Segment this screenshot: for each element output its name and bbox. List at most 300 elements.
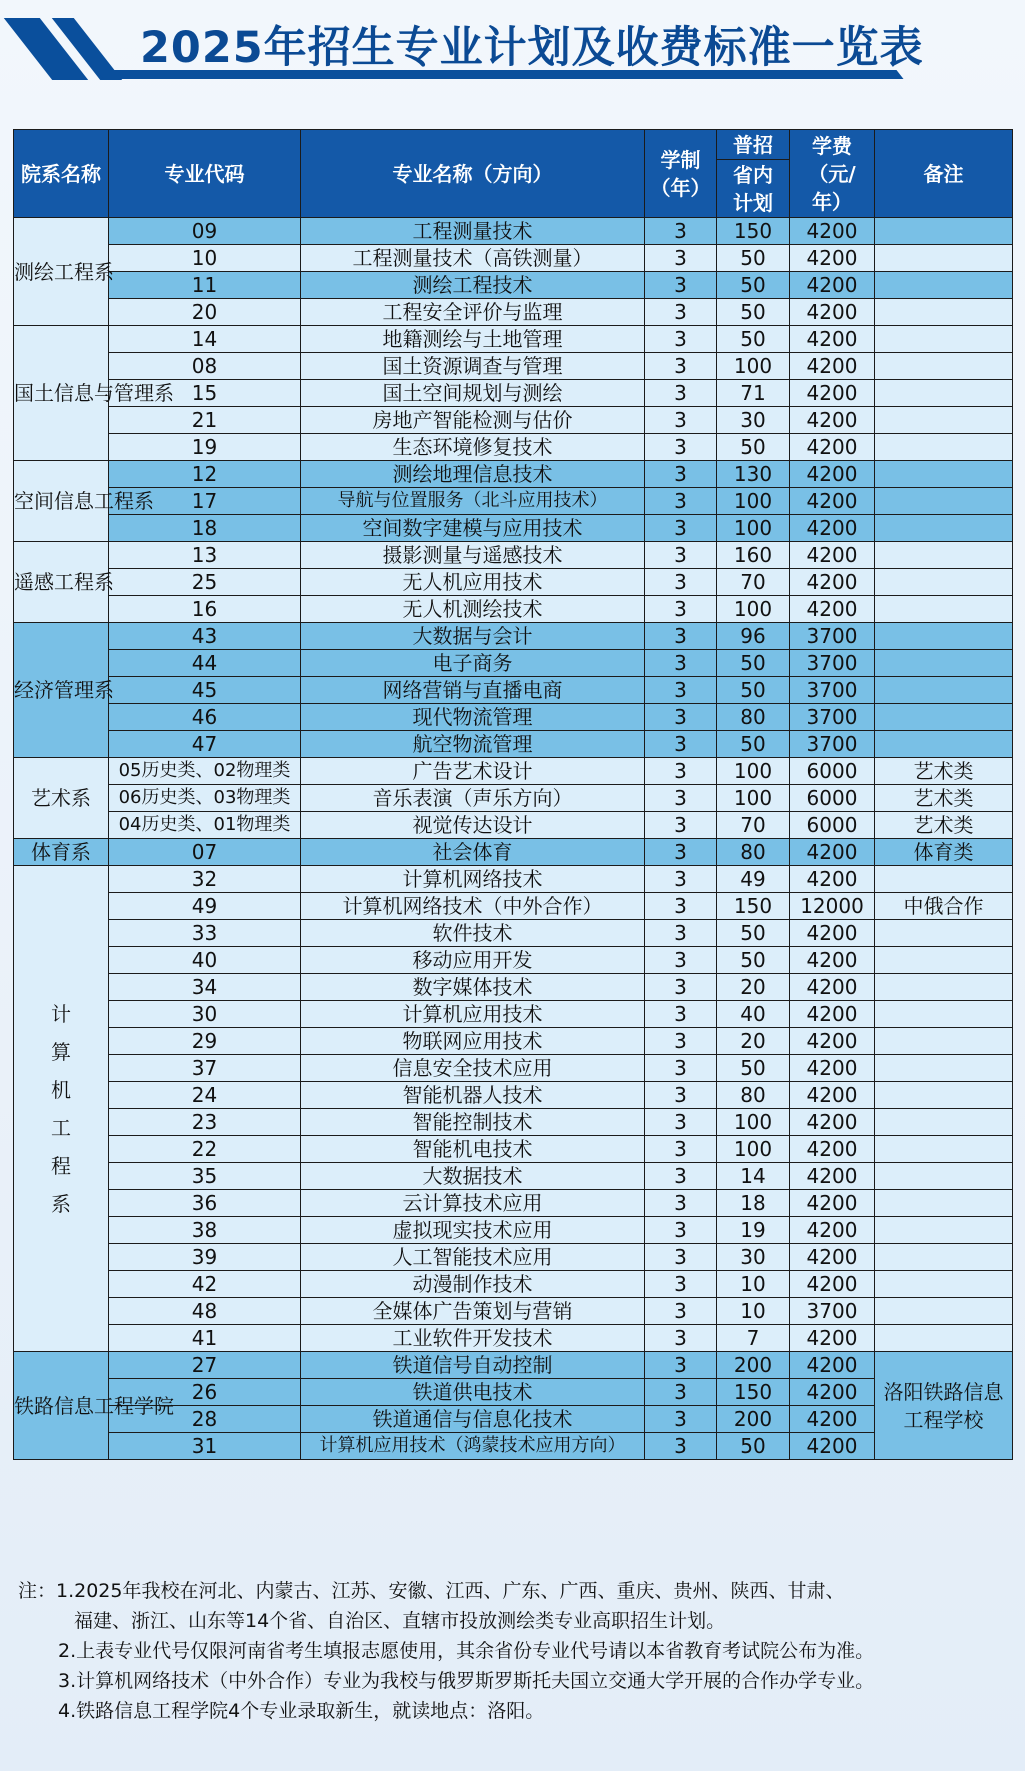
cell-code: 46: [109, 704, 301, 731]
cell-note: [875, 434, 1013, 461]
cell-years: 3: [645, 1136, 717, 1163]
cell-plan: 50: [717, 731, 790, 758]
cell-name: 铁道信号自动控制: [301, 1352, 645, 1379]
table-row: [14, 1298, 1013, 1325]
cell-note: [875, 272, 1013, 299]
table-row: [14, 1325, 1013, 1352]
table-row: [14, 434, 1013, 461]
cell-years: 3: [645, 596, 717, 623]
cell-years: 3: [645, 812, 717, 839]
cell-note: [875, 677, 1013, 704]
cell-fee: 4200: [790, 353, 875, 380]
cell-code: 12: [109, 461, 301, 488]
cell-code: 06历史类、03物理类: [109, 785, 301, 812]
cell-fee: 4200: [790, 245, 875, 272]
dept-name: 体育系: [31, 840, 91, 864]
cell-years: 3: [645, 1217, 717, 1244]
cell-name: 地籍测绘与土地管理: [301, 326, 645, 353]
cell-fee: 4200: [790, 839, 875, 866]
dept-name-cell: [14, 623, 114, 758]
cell-plan: 50: [717, 1433, 790, 1460]
cell-code: 07: [109, 839, 301, 866]
cell-code: 30: [109, 1001, 301, 1028]
cell-code: 44: [109, 650, 301, 677]
cell-code: 04历史类、01物理类: [109, 812, 301, 839]
cell-code: 26: [109, 1379, 301, 1406]
cell-plan: 96: [717, 623, 790, 650]
cell-years: 3: [645, 569, 717, 596]
table-row: [14, 1244, 1013, 1271]
cell-note: [875, 1001, 1013, 1028]
cell-code: 20: [109, 299, 301, 326]
cell-plan: 70: [717, 812, 790, 839]
cell-code: 23: [109, 1109, 301, 1136]
cell-fee: 4200: [790, 596, 875, 623]
cell-name: 国土空间规划与测绘: [301, 380, 645, 407]
cell-name: 铁道通信与信息化技术: [301, 1406, 645, 1433]
table-row: [14, 812, 1013, 839]
cell-fee: 4200: [790, 326, 875, 353]
cell-code: 09: [109, 218, 301, 245]
cell-fee: 4200: [790, 488, 875, 515]
cell-plan: 100: [717, 488, 790, 515]
cell-plan: 7: [717, 1325, 790, 1352]
cell-note: [875, 596, 1013, 623]
cell-note: [875, 1055, 1013, 1082]
table-row: [14, 1109, 1013, 1136]
cell-fee: 3700: [790, 650, 875, 677]
cell-note: [875, 974, 1013, 1001]
cell-years: 3: [645, 1406, 717, 1433]
cell-plan: 14: [717, 1163, 790, 1190]
dept-name: 艺术系: [31, 786, 91, 810]
cell-code: 38: [109, 1217, 301, 1244]
table-row: [14, 488, 1013, 515]
cell-years: 3: [645, 1379, 717, 1406]
cell-name: 电子商务: [301, 650, 645, 677]
cell-code: 19: [109, 434, 301, 461]
table-row: [14, 1217, 1013, 1244]
cell-years: 3: [645, 758, 717, 785]
cell-years: 3: [645, 1109, 717, 1136]
cell-note: 艺术类: [875, 758, 1013, 785]
cell-code: 49: [109, 893, 301, 920]
table-row: [14, 920, 1013, 947]
cell-name: 测绘工程技术: [301, 272, 645, 299]
cell-years: 3: [645, 1244, 717, 1271]
cell-name: 空间数字建模与应用技术: [301, 515, 645, 542]
cell-fee: 4200: [790, 1082, 875, 1109]
cell-name: 计算机应用技术: [301, 1001, 645, 1028]
cell-years: 3: [645, 677, 717, 704]
table-row: [14, 1001, 1013, 1028]
cell-fee: 4200: [790, 299, 875, 326]
cell-name: 移动应用开发: [301, 947, 645, 974]
table-row: [14, 245, 1013, 272]
dept-name-cell: [14, 1352, 174, 1460]
cell-name: 大数据技术: [301, 1163, 645, 1190]
cell-name: 物联网应用技术: [301, 1028, 645, 1055]
table-row: [14, 866, 1013, 893]
dept-name: 国土信息与管理系: [14, 381, 174, 405]
cell-note: [875, 1136, 1013, 1163]
cell-note: [875, 1271, 1013, 1298]
cell-years: 3: [645, 1163, 717, 1190]
cell-code: 41: [109, 1325, 301, 1352]
cell-years: 3: [645, 1028, 717, 1055]
cell-note: [875, 407, 1013, 434]
cell-fee: 4200: [790, 380, 875, 407]
cell-code: 08: [109, 353, 301, 380]
table-row: [14, 1163, 1013, 1190]
cell-years: 3: [645, 839, 717, 866]
cell-name: 社会体育: [301, 839, 645, 866]
cell-note: [875, 245, 1013, 272]
cell-fee: 4200: [790, 974, 875, 1001]
cell-note: [875, 1082, 1013, 1109]
cell-fee: 4200: [790, 1433, 875, 1460]
cell-fee: 6000: [790, 758, 875, 785]
cell-years: 3: [645, 515, 717, 542]
cell-name: 工程安全评价与监理: [301, 299, 645, 326]
cell-name: 航空物流管理: [301, 731, 645, 758]
cell-name: 摄影测量与遥感技术: [301, 542, 645, 569]
cell-name: 计算机应用技术（鸿蒙技术应用方向）: [301, 1433, 645, 1460]
cell-name: 智能控制技术: [301, 1109, 645, 1136]
header-fee: 学费（元/年）: [790, 130, 875, 218]
cell-name: 铁道供电技术: [301, 1379, 645, 1406]
table-row: [14, 1136, 1013, 1163]
cell-fee: 3700: [790, 731, 875, 758]
cell-plan: 19: [717, 1217, 790, 1244]
cell-name: 无人机测绘技术: [301, 596, 645, 623]
table-row: [14, 1433, 1013, 1460]
table-row: [14, 974, 1013, 1001]
cell-years: 3: [645, 434, 717, 461]
enrollment-table: [13, 129, 1013, 1460]
cell-fee: 4200: [790, 407, 875, 434]
cell-plan: 80: [717, 704, 790, 731]
cell-name: 软件技术: [301, 920, 645, 947]
table-row: [14, 353, 1013, 380]
cell-code: 48: [109, 1298, 301, 1325]
cell-code: 18: [109, 515, 301, 542]
page-title: 2025年招生专业计划及收费标准一览表: [140, 23, 924, 73]
cell-plan: 160: [717, 542, 790, 569]
cell-plan: 200: [717, 1406, 790, 1433]
cell-plan: 50: [717, 434, 790, 461]
cell-note: [875, 731, 1013, 758]
cell-name: 导航与位置服务（北斗应用技术）: [301, 488, 645, 515]
cell-fee: 4200: [790, 569, 875, 596]
cell-fee: 4200: [790, 1379, 875, 1406]
cell-fee: 4200: [790, 461, 875, 488]
cell-fee: 4200: [790, 1001, 875, 1028]
table-row: [14, 785, 1013, 812]
cell-note: 艺术类: [875, 812, 1013, 839]
dept-name: 经济管理系: [14, 678, 114, 702]
cell-plan: 100: [717, 353, 790, 380]
cell-years: 3: [645, 947, 717, 974]
cell-plan: 10: [717, 1298, 790, 1325]
cell-note: [875, 488, 1013, 515]
cell-fee: 4200: [790, 1352, 875, 1379]
cell-plan: 71: [717, 380, 790, 407]
dept-name-cell: [14, 839, 109, 866]
table-row: [14, 326, 1013, 353]
cell-years: 3: [645, 1325, 717, 1352]
cell-name: 智能机器人技术: [301, 1082, 645, 1109]
table-row: [14, 272, 1013, 299]
cell-plan: 100: [717, 596, 790, 623]
cell-code: 28: [109, 1406, 301, 1433]
dept-name: 铁路信息工程学院: [14, 1393, 174, 1418]
cell-note: [875, 326, 1013, 353]
cell-years: 3: [645, 488, 717, 515]
cell-plan: 50: [717, 677, 790, 704]
header-code: 专业代码: [109, 130, 301, 218]
note-line: 注：1.2025年我校在河北、内蒙古、江苏、安徽、江西、广东、广西、重庆、贵州、陕西、甘肃、: [18, 1580, 845, 1602]
cell-plan: 30: [717, 407, 790, 434]
cell-fee: 4200: [790, 1163, 875, 1190]
cell-plan: 100: [717, 1136, 790, 1163]
cell-years: 3: [645, 353, 717, 380]
cell-note: [875, 1244, 1013, 1271]
cell-code: 05历史类、02物理类: [109, 758, 301, 785]
cell-code: 10: [109, 245, 301, 272]
cell-plan: 70: [717, 569, 790, 596]
cell-fee: 3700: [790, 1298, 875, 1325]
cell-name: 计算机网络技术: [301, 866, 645, 893]
cell-plan: 49: [717, 866, 790, 893]
cell-plan: 50: [717, 947, 790, 974]
table-row: [14, 1028, 1013, 1055]
cell-note: [875, 569, 1013, 596]
cell-fee: 4200: [790, 1406, 875, 1433]
note-line: 3.计算机网络技术（中外合作）专业为我校与俄罗斯罗斯托夫国立交通大学开展的合作办学专业。: [58, 1670, 875, 1692]
footnotes: [18, 1576, 1013, 1726]
table-row: [14, 1055, 1013, 1082]
cell-years: 3: [645, 1271, 717, 1298]
cell-note: [875, 947, 1013, 974]
cell-fee: 4200: [790, 1244, 875, 1271]
cell-years: 3: [645, 1190, 717, 1217]
cell-fee: 12000: [790, 893, 875, 920]
cell-name: 全媒体广告策划与营销: [301, 1298, 645, 1325]
header-plan-bottom: 省内计划: [717, 160, 790, 218]
dept-name-cell: [14, 758, 109, 839]
cell-code: 27: [109, 1352, 301, 1379]
cell-code: 11: [109, 272, 301, 299]
cell-code: 31: [109, 1433, 301, 1460]
cell-years: 3: [645, 461, 717, 488]
cell-years: 3: [645, 893, 717, 920]
cell-fee: 4200: [790, 434, 875, 461]
cell-fee: 4200: [790, 515, 875, 542]
dept-name-cell: [14, 461, 154, 542]
cell-fee: 4200: [790, 1217, 875, 1244]
cell-years: 3: [645, 974, 717, 1001]
cell-note: [875, 218, 1013, 245]
cell-plan: 150: [717, 893, 790, 920]
cell-plan: 100: [717, 758, 790, 785]
cell-name: 测绘地理信息技术: [301, 461, 645, 488]
cell-fee: 4200: [790, 1109, 875, 1136]
cell-name: 大数据与会计: [301, 623, 645, 650]
cell-plan: 10: [717, 1271, 790, 1298]
cell-name: 数字媒体技术: [301, 974, 645, 1001]
cell-fee: 3700: [790, 623, 875, 650]
cell-note: 体育类: [875, 839, 1013, 866]
cell-plan: 50: [717, 272, 790, 299]
cell-name: 视觉传达设计: [301, 812, 645, 839]
dept-name-cell: [14, 218, 114, 326]
table-row: [14, 704, 1013, 731]
cell-years: 3: [645, 920, 717, 947]
table-body: [14, 218, 1013, 1460]
cell-years: 3: [645, 1001, 717, 1028]
cell-code: 17: [109, 488, 301, 515]
header-plan-top: 普招: [717, 130, 790, 160]
cell-plan: 50: [717, 299, 790, 326]
cell-fee: 4200: [790, 1325, 875, 1352]
cell-fee: 4200: [790, 1190, 875, 1217]
cell-code: 47: [109, 731, 301, 758]
cell-note: [875, 704, 1013, 731]
cell-name: 虚拟现实技术应用: [301, 1217, 645, 1244]
dept-name: 计算机工程系: [51, 1001, 71, 1216]
cell-code: 34: [109, 974, 301, 1001]
cell-name: 房地产智能检测与估价: [301, 407, 645, 434]
cell-name: 国土资源调查与管理: [301, 353, 645, 380]
table-row: [14, 461, 1013, 488]
cell-name: 无人机应用技术: [301, 569, 645, 596]
cell-plan: 80: [717, 1082, 790, 1109]
cell-name: 工程测量技术: [301, 218, 645, 245]
cell-years: 3: [645, 623, 717, 650]
cell-years: 3: [645, 1352, 717, 1379]
cell-code: 35: [109, 1163, 301, 1190]
cell-code: 33: [109, 920, 301, 947]
cell-fee: 4200: [790, 947, 875, 974]
note-line: 4.铁路信息工程学院4个专业录取新生，就读地点：洛阳。: [58, 1700, 545, 1722]
cell-note: [875, 623, 1013, 650]
cell-name: 现代物流管理: [301, 704, 645, 731]
cell-years: 3: [645, 650, 717, 677]
cell-name: 生态环境修复技术: [301, 434, 645, 461]
table-row: [14, 731, 1013, 758]
cell-note: [875, 353, 1013, 380]
cell-name: 人工智能技术应用: [301, 1244, 645, 1271]
cell-fee: 4200: [790, 920, 875, 947]
cell-code: 24: [109, 1082, 301, 1109]
cell-years: 3: [645, 1433, 717, 1460]
table-row: [14, 893, 1013, 920]
cell-plan: 100: [717, 515, 790, 542]
header-name: 专业名称（方向）: [301, 130, 645, 218]
cell-fee: 6000: [790, 812, 875, 839]
cell-plan: 100: [717, 1109, 790, 1136]
cell-note: 艺术类: [875, 785, 1013, 812]
cell-fee: 4200: [790, 1055, 875, 1082]
table-row: [14, 1082, 1013, 1109]
dept-name-cell: [14, 326, 174, 461]
cell-note: [875, 542, 1013, 569]
cell-note: [875, 866, 1013, 893]
cell-fee: 4200: [790, 866, 875, 893]
cell-name: 智能机电技术: [301, 1136, 645, 1163]
table-row: [14, 1190, 1013, 1217]
cell-years: 3: [645, 299, 717, 326]
cell-name: 信息安全技术应用: [301, 1055, 645, 1082]
cell-fee: 3700: [790, 704, 875, 731]
cell-years: 3: [645, 245, 717, 272]
cell-note: 中俄合作: [875, 893, 1013, 920]
table-row: [14, 677, 1013, 704]
cell-name: 工业软件开发技术: [301, 1325, 645, 1352]
cell-years: 3: [645, 326, 717, 353]
cell-years: 3: [645, 866, 717, 893]
cell-plan: 50: [717, 245, 790, 272]
table-row: [14, 542, 1013, 569]
cell-note: [875, 920, 1013, 947]
title-banner: [0, 0, 1025, 100]
table-row: [14, 569, 1013, 596]
cell-plan: 50: [717, 326, 790, 353]
cell-plan: 30: [717, 1244, 790, 1271]
cell-years: 3: [645, 1082, 717, 1109]
cell-years: 3: [645, 542, 717, 569]
table-row: [14, 758, 1013, 785]
cell-code: 22: [109, 1136, 301, 1163]
cell-plan: 50: [717, 1055, 790, 1082]
cell-plan: 80: [717, 839, 790, 866]
header-dept: 院系名称: [14, 130, 109, 218]
cell-plan: 20: [717, 1028, 790, 1055]
cell-note: [875, 299, 1013, 326]
table-row: [14, 839, 1013, 866]
cell-plan: 130: [717, 461, 790, 488]
cell-code: 36: [109, 1190, 301, 1217]
cell-years: 3: [645, 407, 717, 434]
cell-fee: 4200: [790, 1271, 875, 1298]
cell-code: 29: [109, 1028, 301, 1055]
cell-code: 25: [109, 569, 301, 596]
table-row: [14, 299, 1013, 326]
cell-code: 40: [109, 947, 301, 974]
table-row: [14, 407, 1013, 434]
dept-name: 测绘工程系: [14, 259, 114, 284]
cell-note: [875, 1298, 1013, 1325]
cell-years: 3: [645, 704, 717, 731]
cell-note-merged: 洛阳铁路信息工程学校: [875, 1352, 1013, 1460]
cell-fee: 3700: [790, 677, 875, 704]
dept-name: 空间信息工程系: [14, 489, 154, 513]
cell-code: 14: [109, 326, 301, 353]
table-row: [14, 947, 1013, 974]
cell-plan: 150: [717, 218, 790, 245]
note-line: 福建、浙江、山东等14个省、自治区、直辖市投放测绘类专业高职招生计划。: [74, 1610, 726, 1632]
dept-name-cell: [14, 866, 109, 1352]
cell-code: 13: [109, 542, 301, 569]
cell-fee: 4200: [790, 1136, 875, 1163]
cell-years: 3: [645, 1298, 717, 1325]
cell-note: [875, 515, 1013, 542]
dept-name-cell: [14, 542, 114, 623]
cell-note: [875, 1163, 1013, 1190]
dept-name: 遥感工程系: [14, 570, 114, 594]
note-line: 2.上表专业代号仅限河南省考生填报志愿使用，其余省份专业代号请以本省教育考试院公布为准。: [58, 1640, 875, 1662]
